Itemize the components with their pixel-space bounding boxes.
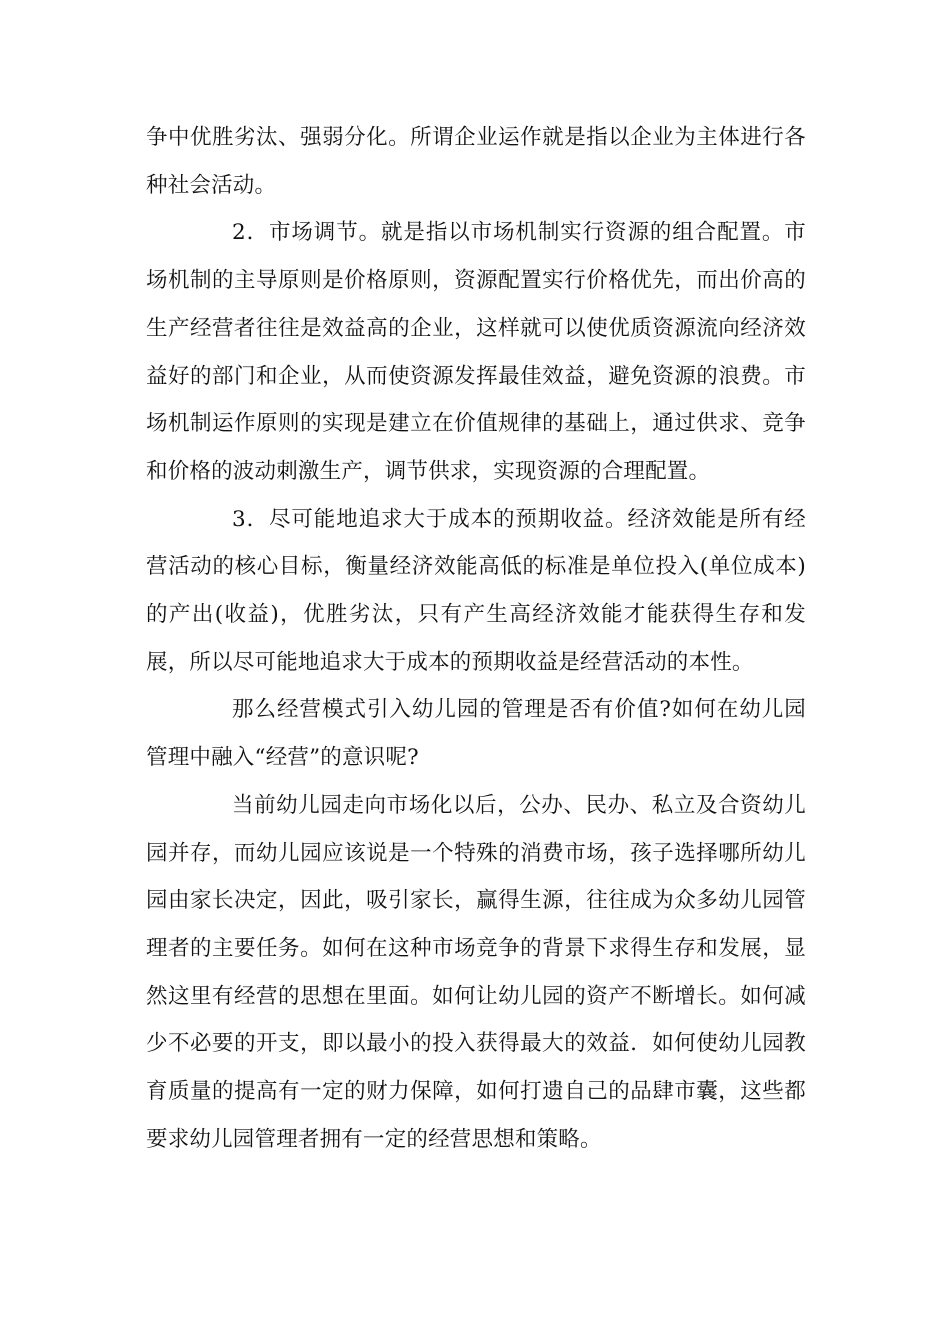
document-body	[146, 114, 806, 1163]
paragraph-question: 那么经营模式引入幼儿园的管理是否有价值?如何在幼儿园管理中融入“经营”的意识呢?	[146, 697, 806, 771]
paragraph-market-regulation: 2．市场调节。就是指以市场机制实行资源的组合配置。市场机制的主导原则是价格原则，资源配置实行价格优先，而出价高的生产经营者往往是效益高的企业，这样就可以使优质资源流向经济效益好的部门和企业，从而使资源发挥最佳效益，避免资源的浪费。市场机制运作原则的实现是建立在价值规律的基础上，通过供求、竞争和价格的波动刺激生产，调节供求，实现资源的合理配置。	[146, 220, 806, 484]
paragraph-kindergarten-market: 当前幼儿园走向市场化以后，公办、民办、私立及合资幼儿园并存，而幼儿园应该说是一个特殊的消费市场，孩子选择哪所幼儿园由家长决定，因此，吸引家长，赢得生源，往往成为众多幼儿园管理者的主要任务。如何在这种市场竞争的背景下求得生存和发展，显然这里有经营的思想在里面。如何让幼儿园的资产不断增长。如何减少不必要的开支，即以最小的投入获得最大的效益．如何使幼儿园教育质量的提高有一定的财力保障，如何打遗自己的品肆市囊，这些都要求幼儿园管理者拥有一定的经营思想和策略。	[146, 792, 806, 1152]
paragraph-continued: 争中优胜劣汰、强弱分化。所谓企业运作就是指以企业为主体进行各种社会活动。	[146, 125, 806, 198]
paragraph-expected-returns: 3．尽可能地追求大于成本的预期收益。经济效能是所有经营活动的核心目标，衡量经济效能高低的标准是单位投入(单位成本)的产出(收益)，优胜劣汰，只有产生高经济效能才能获得生存和发展，所以尽可能地追求大于成本的预期收益是经营活动的本性。	[146, 506, 806, 675]
